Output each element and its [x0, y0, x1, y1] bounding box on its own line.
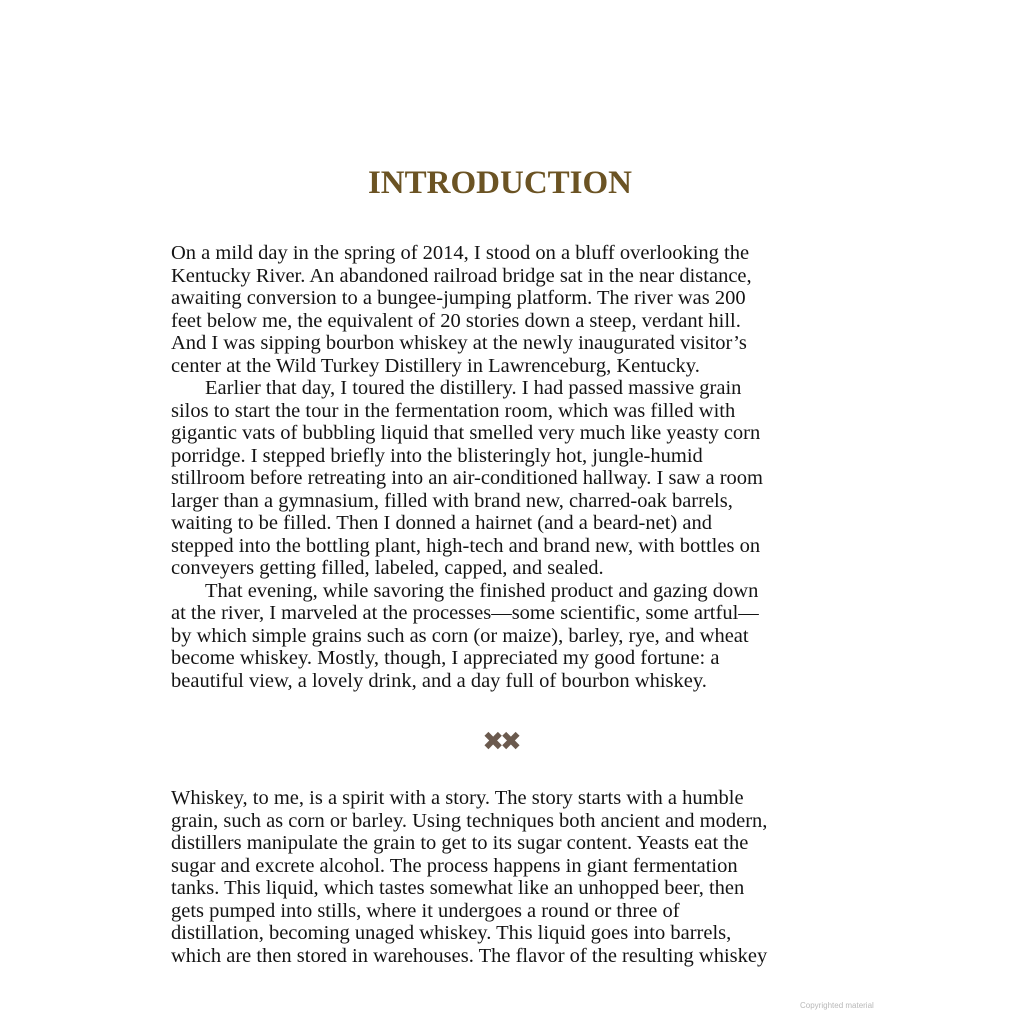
text-line: Whiskey, to me, is a spirit with a story. The story starts with a humble — [171, 787, 744, 809]
text-line: become whiskey. Mostly, though, I appreciated my good fortune: a — [171, 647, 720, 669]
double-x-ornament-icon: ✖✖ — [482, 727, 518, 757]
text-line: silos to start the tour in the fermentation room, which was filled with — [171, 399, 736, 422]
body-text-block-2 — [171, 787, 831, 967]
text-line: beautiful view, a lovely drink, and a day full of bourbon whiskey. — [171, 669, 707, 692]
text-line: which are then stored in warehouses. The flavor of the resulting whiskey — [171, 944, 768, 967]
text-line: by which simple grains such as corn (or maize), barley, rye, and wheat — [171, 624, 749, 647]
body-text-block-1 — [171, 242, 831, 692]
text-line: grain, such as corn or barley. Using techniques both ancient and modern, — [171, 809, 768, 832]
text-line: That evening, while savoring the finished product and gazing down — [205, 579, 759, 602]
text-line: Kentucky River. An abandoned railroad bridge sat in the near distance, — [171, 264, 752, 287]
text-line: stepped into the bottling plant, high-tech and brand new, with bottles on — [171, 534, 761, 557]
text-line: larger than a gymnasium, filled with brand new, charred-oak barrels, — [171, 489, 733, 512]
text-line: gets pumped into stills, where it undergoes a round or three of — [171, 899, 680, 922]
text-line: And I was sipping bourbon whiskey at the newly inaugurated visitor’s — [171, 332, 747, 354]
text-line: gigantic vats of bubbling liquid that smelled very much like yeasty corn — [171, 422, 761, 444]
text-line: stillroom before retreating into an air-conditioned hallway. I saw a room — [171, 467, 763, 489]
text-line: awaiting conversion to a bungee-jumping platform. The river was 200 — [171, 287, 746, 309]
text-line: conveyers getting filled, labeled, capped, and sealed. — [171, 557, 604, 579]
text-line: porridge. I stepped briefly into the blisteringly hot, jungle-humid — [171, 444, 703, 467]
text-line: feet below me, the equivalent of 20 stories down a steep, verdant hill. — [171, 309, 741, 332]
text-line: distillers manipulate the grain to get to its sugar content. Yeasts eat the — [171, 832, 749, 854]
text-line: distillation, becoming unaged whiskey. This liquid goes into barrels, — [171, 922, 732, 944]
text-line: tanks. This liquid, which tastes somewhat like an unhopped beer, then — [171, 877, 745, 899]
chapter-title: INTRODUCTION — [367, 165, 633, 201]
text-line: Earlier that day, I toured the distillery. I had passed massive grain — [205, 377, 742, 399]
text-line: at the river, I marveled at the processes—some scientific, some artful— — [171, 602, 759, 624]
text-line: waiting to be filled. Then I donned a hairnet (and a beard-net) and — [171, 512, 712, 534]
copyright-notice: Copyrighted material — [800, 1001, 874, 1010]
text-line: sugar and excrete alcohol. The process happens in giant fermentation — [171, 854, 738, 877]
text-line: center at the Wild Turkey Distillery in Lawrenceburg, Kentucky. — [171, 354, 700, 377]
text-line: On a mild day in the spring of 2014, I stood on a bluff overlooking the — [171, 242, 750, 264]
